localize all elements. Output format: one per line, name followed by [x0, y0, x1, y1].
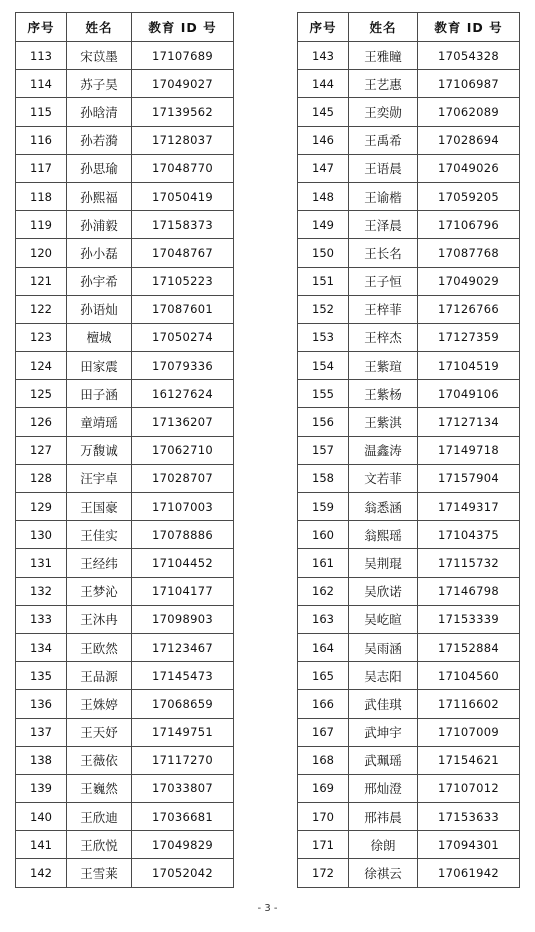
cell-name: 吴雨涵 [349, 633, 418, 661]
cell-name: 孙语灿 [67, 295, 132, 323]
cell-seq: 155 [298, 380, 349, 408]
cell-edu-id: 17087601 [132, 295, 234, 323]
cell-name: 王禹希 [349, 126, 418, 154]
cell-name: 田子涵 [67, 380, 132, 408]
cell-name: 孙晗清 [67, 98, 132, 126]
cell-seq: 123 [16, 323, 67, 351]
cell-name: 王奕勋 [349, 98, 418, 126]
table-row [298, 549, 520, 577]
cell-name: 孙浦毅 [67, 211, 132, 239]
cell-seq: 165 [298, 662, 349, 690]
table-row [298, 323, 520, 351]
cell-name: 王经纬 [67, 549, 132, 577]
cell-seq: 163 [298, 605, 349, 633]
cell-seq: 162 [298, 577, 349, 605]
table-row [298, 577, 520, 605]
cell-seq: 120 [16, 239, 67, 267]
page-number: - 3 - [257, 903, 278, 914]
cell-seq: 160 [298, 521, 349, 549]
cell-name: 檀城 [67, 323, 132, 351]
cell-seq: 121 [16, 267, 67, 295]
column-header-edu-id: 教育 ID 号 [418, 13, 520, 42]
cell-name: 王沐冉 [67, 605, 132, 633]
cell-edu-id: 17106987 [418, 70, 520, 98]
table-row [298, 436, 520, 464]
cell-seq: 127 [16, 436, 67, 464]
cell-edu-id: 17049829 [132, 831, 234, 859]
cell-edu-id: 17127359 [418, 323, 520, 351]
cell-seq: 135 [16, 662, 67, 690]
cell-seq: 143 [298, 42, 349, 70]
cell-edu-id: 17087768 [418, 239, 520, 267]
cell-edu-id: 17139562 [132, 98, 234, 126]
cell-edu-id: 17107012 [418, 774, 520, 802]
table-row [16, 718, 234, 746]
cell-edu-id: 17028707 [132, 464, 234, 492]
table-row [16, 803, 234, 831]
table-row [298, 42, 520, 70]
cell-edu-id: 17104375 [418, 521, 520, 549]
cell-edu-id: 17104452 [132, 549, 234, 577]
cell-name: 王品源 [67, 662, 132, 690]
cell-edu-id: 17050419 [132, 182, 234, 210]
cell-name: 孙宇希 [67, 267, 132, 295]
cell-edu-id: 17062089 [418, 98, 520, 126]
cell-seq: 171 [298, 831, 349, 859]
cell-seq: 126 [16, 408, 67, 436]
column-header-name: 姓名 [67, 13, 132, 42]
cell-edu-id: 17149751 [132, 718, 234, 746]
cell-seq: 144 [298, 70, 349, 98]
cell-name: 王谕楷 [349, 182, 418, 210]
cell-edu-id: 17049026 [418, 154, 520, 182]
cell-name: 王薇依 [67, 746, 132, 774]
table-row [298, 380, 520, 408]
cell-edu-id: 17098903 [132, 605, 234, 633]
cell-edu-id: 17107003 [132, 493, 234, 521]
table-row [16, 323, 234, 351]
column-header-seq: 序号 [16, 13, 67, 42]
cell-edu-id: 17105223 [132, 267, 234, 295]
cell-edu-id: 17054328 [418, 42, 520, 70]
cell-name: 孙若漪 [67, 126, 132, 154]
cell-name: 王梓菲 [349, 295, 418, 323]
cell-seq: 164 [298, 633, 349, 661]
cell-name: 王紫杨 [349, 380, 418, 408]
table-row [16, 662, 234, 690]
table-row [16, 859, 234, 887]
cell-edu-id: 17154621 [418, 746, 520, 774]
cell-name: 翁熙瑶 [349, 521, 418, 549]
table-row [298, 521, 520, 549]
cell-edu-id: 17136207 [132, 408, 234, 436]
table-row [16, 436, 234, 464]
cell-seq: 170 [298, 803, 349, 831]
cell-seq: 145 [298, 98, 349, 126]
table-body-right [298, 42, 520, 888]
table-row [298, 70, 520, 98]
cell-name: 翁悉涵 [349, 493, 418, 521]
cell-seq: 138 [16, 746, 67, 774]
cell-seq: 161 [298, 549, 349, 577]
cell-seq: 119 [16, 211, 67, 239]
cell-edu-id: 17123467 [132, 633, 234, 661]
cell-seq: 154 [298, 352, 349, 380]
table-body-left [16, 42, 234, 888]
cell-edu-id: 17126766 [418, 295, 520, 323]
cell-seq: 147 [298, 154, 349, 182]
table-row [298, 831, 520, 859]
table-row [298, 690, 520, 718]
cell-edu-id: 17049029 [418, 267, 520, 295]
cell-seq: 146 [298, 126, 349, 154]
cell-name: 王天妤 [67, 718, 132, 746]
cell-edu-id: 17104560 [418, 662, 520, 690]
table-row [16, 352, 234, 380]
table-row [298, 493, 520, 521]
cell-seq: 113 [16, 42, 67, 70]
cell-seq: 150 [298, 239, 349, 267]
cell-seq: 140 [16, 803, 67, 831]
cell-name: 王梦沁 [67, 577, 132, 605]
cell-seq: 118 [16, 182, 67, 210]
cell-name: 文若菲 [349, 464, 418, 492]
cell-edu-id: 17028694 [418, 126, 520, 154]
table-row [16, 126, 234, 154]
cell-seq: 136 [16, 690, 67, 718]
cell-edu-id: 17153339 [418, 605, 520, 633]
table-row [298, 718, 520, 746]
cell-name: 万馥诚 [67, 436, 132, 464]
cell-edu-id: 17036681 [132, 803, 234, 831]
cell-edu-id: 17033807 [132, 774, 234, 802]
cell-name: 吴志阳 [349, 662, 418, 690]
cell-name: 孙熙福 [67, 182, 132, 210]
cell-name: 苏子昊 [67, 70, 132, 98]
table-row [16, 211, 234, 239]
cell-seq: 130 [16, 521, 67, 549]
cell-name: 王姝婷 [67, 690, 132, 718]
cell-edu-id: 17128037 [132, 126, 234, 154]
cell-seq: 129 [16, 493, 67, 521]
cell-edu-id: 17145473 [132, 662, 234, 690]
cell-seq: 131 [16, 549, 67, 577]
cell-edu-id: 17104177 [132, 577, 234, 605]
table-row [16, 380, 234, 408]
cell-seq: 157 [298, 436, 349, 464]
table-row [298, 662, 520, 690]
table-row [298, 352, 520, 380]
table-row [16, 154, 234, 182]
cell-seq: 122 [16, 295, 67, 323]
table-row [298, 98, 520, 126]
cell-name: 王雪莱 [67, 859, 132, 887]
cell-edu-id: 17104519 [418, 352, 520, 380]
cell-name: 王泽晨 [349, 211, 418, 239]
cell-name: 吴欣诺 [349, 577, 418, 605]
cell-name: 王语晨 [349, 154, 418, 182]
table-row [16, 633, 234, 661]
table-row [298, 408, 520, 436]
table-row [298, 295, 520, 323]
cell-name: 王梓杰 [349, 323, 418, 351]
cell-seq: 159 [298, 493, 349, 521]
cell-name: 王欣迪 [67, 803, 132, 831]
cell-edu-id: 17049106 [418, 380, 520, 408]
cell-edu-id: 17061942 [418, 859, 520, 887]
table-row [298, 239, 520, 267]
table-row [298, 182, 520, 210]
cell-seq: 139 [16, 774, 67, 802]
column-header-edu-id: 教育 ID 号 [132, 13, 234, 42]
table-row [16, 267, 234, 295]
table-row [298, 267, 520, 295]
cell-edu-id: 17158373 [132, 211, 234, 239]
cell-seq: 152 [298, 295, 349, 323]
cell-seq: 151 [298, 267, 349, 295]
cell-seq: 166 [298, 690, 349, 718]
cell-edu-id: 17078886 [132, 521, 234, 549]
cell-edu-id: 17052042 [132, 859, 234, 887]
cell-edu-id: 17068659 [132, 690, 234, 718]
cell-edu-id: 17107009 [418, 718, 520, 746]
table-row [298, 746, 520, 774]
cell-name: 田家震 [67, 352, 132, 380]
cell-seq: 141 [16, 831, 67, 859]
cell-seq: 168 [298, 746, 349, 774]
table-row [16, 70, 234, 98]
cell-name: 王紫瑄 [349, 352, 418, 380]
table-row [16, 549, 234, 577]
cell-edu-id: 17152884 [418, 633, 520, 661]
table-row [16, 831, 234, 859]
cell-seq: 172 [298, 859, 349, 887]
cell-seq: 115 [16, 98, 67, 126]
cell-seq: 158 [298, 464, 349, 492]
table-row [298, 126, 520, 154]
cell-seq: 148 [298, 182, 349, 210]
table-row [298, 154, 520, 182]
cell-edu-id: 17146798 [418, 577, 520, 605]
table-row [16, 690, 234, 718]
table-row [298, 633, 520, 661]
cell-edu-id: 17149718 [418, 436, 520, 464]
cell-seq: 116 [16, 126, 67, 154]
table-row [298, 605, 520, 633]
cell-name: 汪宇卓 [67, 464, 132, 492]
table-row [298, 803, 520, 831]
cell-seq: 114 [16, 70, 67, 98]
cell-seq: 142 [16, 859, 67, 887]
table-row [16, 577, 234, 605]
cell-name: 徐祺云 [349, 859, 418, 887]
table-row [16, 774, 234, 802]
cell-name: 邢灿澄 [349, 774, 418, 802]
cell-edu-id: 17049027 [132, 70, 234, 98]
cell-seq: 156 [298, 408, 349, 436]
column-header-seq: 序号 [298, 13, 349, 42]
cell-edu-id: 17153633 [418, 803, 520, 831]
cell-name: 孙小磊 [67, 239, 132, 267]
table-header-row [298, 13, 520, 42]
table-row [16, 521, 234, 549]
cell-seq: 132 [16, 577, 67, 605]
cell-seq: 124 [16, 352, 67, 380]
cell-edu-id: 17127134 [418, 408, 520, 436]
table-row [16, 239, 234, 267]
cell-seq: 149 [298, 211, 349, 239]
cell-seq: 153 [298, 323, 349, 351]
cell-name: 王艺惠 [349, 70, 418, 98]
cell-name: 徐朗 [349, 831, 418, 859]
cell-edu-id: 17157904 [418, 464, 520, 492]
cell-seq: 169 [298, 774, 349, 802]
cell-edu-id: 17106796 [418, 211, 520, 239]
cell-seq: 128 [16, 464, 67, 492]
cell-name: 王国豪 [67, 493, 132, 521]
cell-name: 王巍然 [67, 774, 132, 802]
table-row [16, 182, 234, 210]
cell-seq: 167 [298, 718, 349, 746]
cell-name: 吴荆琨 [349, 549, 418, 577]
cell-name: 温鑫涛 [349, 436, 418, 464]
table-row [16, 42, 234, 70]
cell-edu-id: 17149317 [418, 493, 520, 521]
cell-edu-id: 17050274 [132, 323, 234, 351]
cell-edu-id: 17115732 [418, 549, 520, 577]
cell-edu-id: 17048770 [132, 154, 234, 182]
cell-edu-id: 16127624 [132, 380, 234, 408]
cell-name: 武佳琪 [349, 690, 418, 718]
table-row [16, 605, 234, 633]
cell-edu-id: 17062710 [132, 436, 234, 464]
cell-name: 王欣悦 [67, 831, 132, 859]
cell-seq: 134 [16, 633, 67, 661]
cell-name: 王长名 [349, 239, 418, 267]
cell-name: 王欧然 [67, 633, 132, 661]
cell-name: 武珮瑶 [349, 746, 418, 774]
roster-table-right [297, 12, 520, 888]
column-header-name: 姓名 [349, 13, 418, 42]
cell-name: 王佳实 [67, 521, 132, 549]
cell-edu-id: 17116602 [418, 690, 520, 718]
roster-table-left [15, 12, 234, 888]
cell-edu-id: 17048767 [132, 239, 234, 267]
table-row [16, 464, 234, 492]
table-row [16, 98, 234, 126]
cell-seq: 125 [16, 380, 67, 408]
table-header-row [16, 13, 234, 42]
table-row [298, 464, 520, 492]
cell-edu-id: 17079336 [132, 352, 234, 380]
cell-edu-id: 17117270 [132, 746, 234, 774]
table-row [298, 859, 520, 887]
cell-seq: 133 [16, 605, 67, 633]
cell-edu-id: 17094301 [418, 831, 520, 859]
table-row [16, 493, 234, 521]
table-row [16, 746, 234, 774]
cell-name: 孙思瑜 [67, 154, 132, 182]
table-row [16, 295, 234, 323]
table-row [16, 408, 234, 436]
cell-name: 邢祎晨 [349, 803, 418, 831]
cell-seq: 137 [16, 718, 67, 746]
cell-name: 吴屹暄 [349, 605, 418, 633]
cell-name: 童靖瑶 [67, 408, 132, 436]
cell-name: 宋苡墨 [67, 42, 132, 70]
table-row [298, 211, 520, 239]
cell-name: 王雅瞳 [349, 42, 418, 70]
cell-name: 王子恒 [349, 267, 418, 295]
cell-seq: 117 [16, 154, 67, 182]
table-row [298, 774, 520, 802]
cell-name: 王紫淇 [349, 408, 418, 436]
cell-edu-id: 17059205 [418, 182, 520, 210]
cell-edu-id: 17107689 [132, 42, 234, 70]
cell-name: 武坤宇 [349, 718, 418, 746]
